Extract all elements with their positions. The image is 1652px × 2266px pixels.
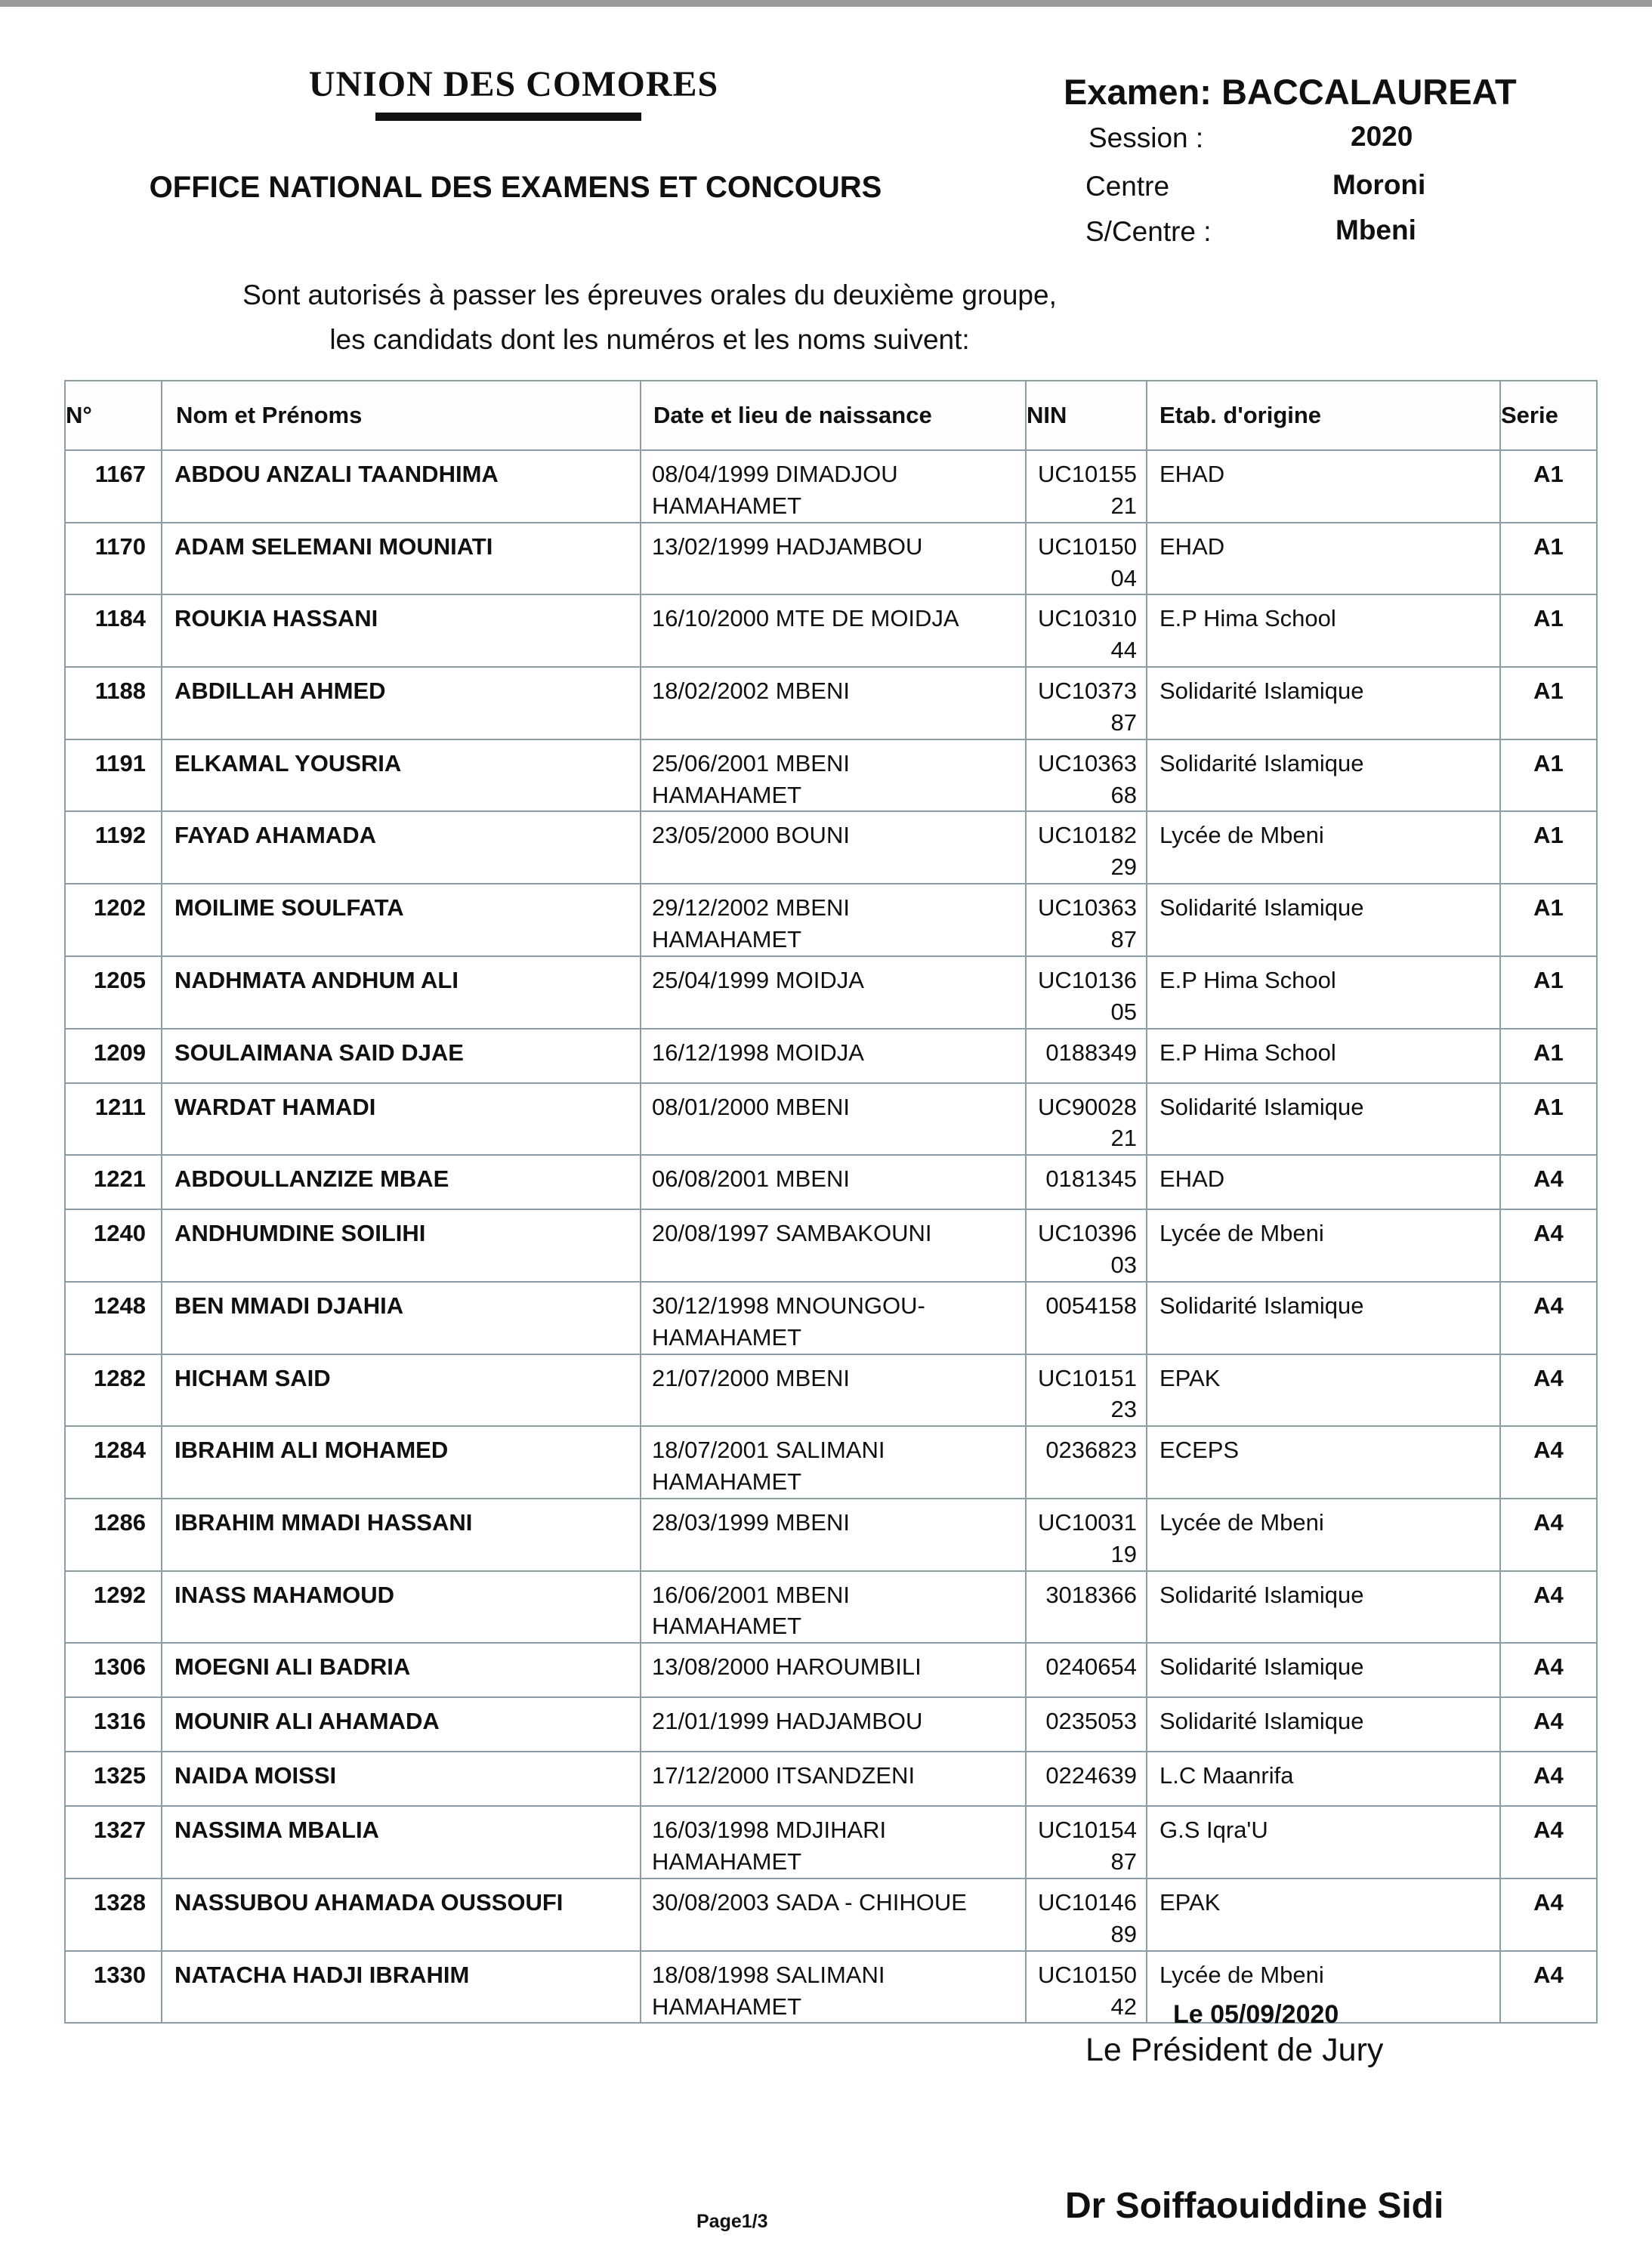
candidate-name: MOILIME SOULFATA xyxy=(162,884,641,956)
column-header-serie: Serie xyxy=(1500,381,1597,450)
table-row xyxy=(65,1029,1597,1083)
candidate-name: ELKAMAL YOUSRIA xyxy=(162,739,641,812)
candidate-number: 1240 xyxy=(65,1209,162,1282)
candidate-school: Lycée de Mbeni xyxy=(1147,1499,1500,1571)
table-row xyxy=(65,956,1597,1029)
candidate-number: 1202 xyxy=(65,884,162,956)
president-title: Le Président de Jury xyxy=(1085,2032,1384,2068)
candidate-school: Solidarité Islamique xyxy=(1147,1643,1500,1697)
table-row xyxy=(65,884,1597,956)
candidate-number: 1188 xyxy=(65,667,162,739)
candidate-nin: UC10182 29 xyxy=(1026,811,1147,884)
candidate-birth: 23/05/2000 BOUNI xyxy=(641,811,1026,884)
candidate-number: 1316 xyxy=(65,1697,162,1752)
candidate-birth: 29/12/2002 MBENI HAMAHAMET xyxy=(641,884,1026,956)
sous-centre-label: S/Centre : xyxy=(1085,216,1212,247)
candidate-nin: UC10151 23 xyxy=(1026,1354,1147,1427)
candidate-nin: UC10150 04 xyxy=(1026,523,1147,595)
candidate-school: E.P Hima School xyxy=(1147,1029,1500,1083)
table-header-row xyxy=(65,381,1597,450)
candidate-school: E.P Hima School xyxy=(1147,594,1500,667)
candidate-number: 1184 xyxy=(65,594,162,667)
session-label: Session : xyxy=(1088,122,1204,153)
column-header-numero: N° xyxy=(65,381,162,450)
authorization-statement-line1: Sont autorisés à passer les épreuves orales du deuxième groupe, xyxy=(242,279,1057,310)
candidate-serie: A4 xyxy=(1500,1879,1597,1951)
candidate-name: ROUKIA HASSANI xyxy=(162,594,641,667)
centre-label: Centre xyxy=(1085,171,1170,202)
candidate-serie: A4 xyxy=(1500,1806,1597,1879)
candidate-serie: A1 xyxy=(1500,1029,1597,1083)
column-header-nom: Nom et Prénoms xyxy=(162,381,641,450)
candidate-birth: 13/08/2000 HAROUMBILI xyxy=(641,1643,1026,1697)
candidate-nin: UC10150 42 xyxy=(1026,1951,1147,2024)
org-title-underline xyxy=(375,113,641,121)
table-row xyxy=(65,523,1597,595)
candidate-school: Solidarité Islamique xyxy=(1147,1282,1500,1354)
candidate-serie: A4 xyxy=(1500,1426,1597,1499)
candidate-serie: A1 xyxy=(1500,884,1597,956)
candidate-number: 1167 xyxy=(65,450,162,523)
table-row xyxy=(65,1571,1597,1644)
candidate-birth: 16/10/2000 MTE DE MOIDJA xyxy=(641,594,1026,667)
candidate-number: 1205 xyxy=(65,956,162,1029)
candidate-nin: 3018366 xyxy=(1026,1571,1147,1644)
candidate-name: MOUNIR ALI AHAMADA xyxy=(162,1697,641,1752)
candidate-serie: A1 xyxy=(1500,739,1597,812)
candidate-name: NATACHA HADJI IBRAHIM xyxy=(162,1951,641,2024)
candidate-birth: 18/08/1998 SALIMANI HAMAHAMET xyxy=(641,1951,1026,2024)
candidate-nin: UC10031 19 xyxy=(1026,1499,1147,1571)
candidate-birth: 18/07/2001 SALIMANI HAMAHAMET xyxy=(641,1426,1026,1499)
candidate-name: INASS MAHAMOUD xyxy=(162,1571,641,1644)
candidate-name: NASSIMA MBALIA xyxy=(162,1806,641,1879)
authorization-statement-line2: les candidats dont les numéros et les noms suivent: xyxy=(329,324,970,355)
candidate-name: FAYAD AHAMADA xyxy=(162,811,641,884)
candidate-nin: 0240654 xyxy=(1026,1643,1147,1697)
candidate-birth: 17/12/2000 ITSANDZENI xyxy=(641,1752,1026,1806)
candidate-number: 1211 xyxy=(65,1083,162,1156)
candidate-number: 1221 xyxy=(65,1155,162,1209)
candidate-name: ABDILLAH AHMED xyxy=(162,667,641,739)
table-row xyxy=(65,1282,1597,1354)
page-indicator: Page1/3 xyxy=(696,2211,768,2232)
candidate-name: ABDOU ANZALI TAANDHIMA xyxy=(162,450,641,523)
candidate-serie: A1 xyxy=(1500,956,1597,1029)
president-name: Dr Soiffaouiddine Sidi xyxy=(1065,2186,1444,2226)
candidate-name: HICHAM SAID xyxy=(162,1354,641,1427)
candidate-name: ADAM SELEMANI MOUNIATI xyxy=(162,523,641,595)
candidate-serie: A1 xyxy=(1500,667,1597,739)
candidate-birth: 28/03/1999 MBENI xyxy=(641,1499,1026,1571)
candidate-birth: 30/12/1998 MNOUNGOU-HAMAHAMET xyxy=(641,1282,1026,1354)
candidate-school: EPAK xyxy=(1147,1354,1500,1427)
candidate-number: 1284 xyxy=(65,1426,162,1499)
candidate-nin: 0181345 xyxy=(1026,1155,1147,1209)
candidate-school: E.P Hima School xyxy=(1147,956,1500,1029)
candidate-school: Solidarité Islamique xyxy=(1147,1697,1500,1752)
column-header-etablissement: Etab. d'origine xyxy=(1147,381,1500,450)
candidate-serie: A4 xyxy=(1500,1354,1597,1427)
candidate-number: 1286 xyxy=(65,1499,162,1571)
candidate-school: G.S Iqra'U xyxy=(1147,1806,1500,1879)
table-row xyxy=(65,811,1597,884)
candidate-nin: UC10363 68 xyxy=(1026,739,1147,812)
candidate-birth: 21/01/1999 HADJAMBOU xyxy=(641,1697,1026,1752)
table-row xyxy=(65,739,1597,812)
candidate-nin: 0236823 xyxy=(1026,1426,1147,1499)
table-row xyxy=(65,1354,1597,1427)
column-header-naissance: Date et lieu de naissance xyxy=(641,381,1026,450)
candidate-school: Solidarité Islamique xyxy=(1147,884,1500,956)
org-subtitle: OFFICE NATIONAL DES EXAMENS ET CONCOURS xyxy=(149,171,882,204)
candidate-school: Solidarité Islamique xyxy=(1147,739,1500,812)
candidate-number: 1330 xyxy=(65,1951,162,2024)
candidate-number: 1248 xyxy=(65,1282,162,1354)
candidate-serie: A4 xyxy=(1500,1499,1597,1571)
table-row xyxy=(65,1426,1597,1499)
candidate-serie: A4 xyxy=(1500,1752,1597,1806)
candidate-name: IBRAHIM MMADI HASSANI xyxy=(162,1499,641,1571)
candidate-number: 1306 xyxy=(65,1643,162,1697)
candidate-serie: A4 xyxy=(1500,1951,1597,2024)
scan-top-edge xyxy=(0,0,1652,7)
candidate-name: NADHMATA ANDHUM ALI xyxy=(162,956,641,1029)
candidate-nin: 0224639 xyxy=(1026,1752,1147,1806)
candidate-name: NAIDA MOISSI xyxy=(162,1752,641,1806)
authorization-statement xyxy=(72,281,1227,353)
candidate-serie: A1 xyxy=(1500,450,1597,523)
candidate-serie: A4 xyxy=(1500,1282,1597,1354)
candidate-birth: 18/02/2002 MBENI xyxy=(641,667,1026,739)
table-row xyxy=(65,450,1597,523)
table-row xyxy=(65,1083,1597,1156)
candidate-school: L.C Maanrifa xyxy=(1147,1752,1500,1806)
candidate-number: 1282 xyxy=(65,1354,162,1427)
candidate-nin: UC10136 05 xyxy=(1026,956,1147,1029)
candidate-school: EPAK xyxy=(1147,1879,1500,1951)
candidate-birth: 21/07/2000 MBENI xyxy=(641,1354,1026,1427)
table-row xyxy=(65,1697,1597,1752)
table-row xyxy=(65,1643,1597,1697)
candidate-number: 1327 xyxy=(65,1806,162,1879)
candidate-serie: A4 xyxy=(1500,1697,1597,1752)
candidate-school: EHAD xyxy=(1147,523,1500,595)
candidate-nin: 0235053 xyxy=(1026,1697,1147,1752)
candidate-nin: UC10373 87 xyxy=(1026,667,1147,739)
candidate-serie: A1 xyxy=(1500,1083,1597,1156)
candidate-birth: 16/03/1998 MDJIHARI HAMAHAMET xyxy=(641,1806,1026,1879)
candidate-serie: A1 xyxy=(1500,523,1597,595)
candidate-serie: A4 xyxy=(1500,1209,1597,1282)
candidates-table xyxy=(64,380,1598,2024)
candidate-school: EHAD xyxy=(1147,450,1500,523)
candidate-serie: A4 xyxy=(1500,1571,1597,1644)
exam-title: Examen: BACCALAUREAT xyxy=(1064,72,1517,112)
candidate-birth: 13/02/1999 HADJAMBOU xyxy=(641,523,1026,595)
candidate-nin: UC10154 87 xyxy=(1026,1806,1147,1879)
candidate-birth: 08/01/2000 MBENI xyxy=(641,1083,1026,1156)
candidate-nin: UC10363 87 xyxy=(1026,884,1147,956)
table-row xyxy=(65,1752,1597,1806)
candidate-number: 1292 xyxy=(65,1571,162,1644)
candidate-nin: UC10155 21 xyxy=(1026,450,1147,523)
table-row xyxy=(65,1951,1597,2024)
issue-date: Le 05/09/2020 xyxy=(1173,2000,1339,2029)
candidate-nin: 0188349 xyxy=(1026,1029,1147,1083)
table-row xyxy=(65,594,1597,667)
candidate-name: ABDOULLANZIZE MBAE xyxy=(162,1155,641,1209)
table-row xyxy=(65,1499,1597,1571)
candidate-name: SOULAIMANA SAID DJAE xyxy=(162,1029,641,1083)
candidate-school: Lycée de Mbeni xyxy=(1147,1209,1500,1282)
candidate-serie: A4 xyxy=(1500,1155,1597,1209)
candidate-serie: A4 xyxy=(1500,1643,1597,1697)
sous-centre-value: Mbeni xyxy=(1335,215,1416,245)
candidate-birth: 08/04/1999 DIMADJOU HAMAHAMET xyxy=(641,450,1026,523)
table-row xyxy=(65,1879,1597,1951)
candidate-name: IBRAHIM ALI MOHAMED xyxy=(162,1426,641,1499)
candidate-birth: 30/08/2003 SADA - CHIHOUE xyxy=(641,1879,1026,1951)
column-header-nin: NIN xyxy=(1026,381,1147,450)
candidate-nin: UC90028 21 xyxy=(1026,1083,1147,1156)
centre-value: Moroni xyxy=(1332,169,1426,200)
table-row xyxy=(65,1806,1597,1879)
candidate-school: Lycée de Mbeni xyxy=(1147,811,1500,884)
candidate-number: 1209 xyxy=(65,1029,162,1083)
candidate-birth: 25/06/2001 MBENI HAMAHAMET xyxy=(641,739,1026,812)
candidate-number: 1192 xyxy=(65,811,162,884)
candidate-name: MOEGNI ALI BADRIA xyxy=(162,1643,641,1697)
org-title: UNION DES COMORES xyxy=(308,64,719,104)
candidate-number: 1191 xyxy=(65,739,162,812)
candidate-serie: A1 xyxy=(1500,594,1597,667)
table-row xyxy=(65,1209,1597,1282)
candidate-birth: 16/06/2001 MBENI HAMAHAMET xyxy=(641,1571,1026,1644)
candidate-birth: 06/08/2001 MBENI xyxy=(641,1155,1026,1209)
candidate-school: EHAD xyxy=(1147,1155,1500,1209)
candidate-school: Solidarité Islamique xyxy=(1147,1571,1500,1644)
candidate-number: 1170 xyxy=(65,523,162,595)
candidate-birth: 25/04/1999 MOIDJA xyxy=(641,956,1026,1029)
candidate-school: Solidarité Islamique xyxy=(1147,667,1500,739)
candidate-birth: 20/08/1997 SAMBAKOUNI xyxy=(641,1209,1026,1282)
candidate-serie: A1 xyxy=(1500,811,1597,884)
candidate-name: ANDHUMDINE SOILIHI xyxy=(162,1209,641,1282)
session-value: 2020 xyxy=(1351,121,1413,152)
candidate-school: Lycée de Mbeni xyxy=(1147,1951,1500,2024)
candidate-name: NASSUBOU AHAMADA OUSSOUFI xyxy=(162,1879,641,1951)
candidate-number: 1328 xyxy=(65,1879,162,1951)
candidate-school: Solidarité Islamique xyxy=(1147,1083,1500,1156)
candidate-birth: 16/12/1998 MOIDJA xyxy=(641,1029,1026,1083)
candidate-school: ECEPS xyxy=(1147,1426,1500,1499)
candidate-nin: UC10146 89 xyxy=(1026,1879,1147,1951)
candidate-nin: UC10310 44 xyxy=(1026,594,1147,667)
table-row xyxy=(65,667,1597,739)
table-row xyxy=(65,1155,1597,1209)
candidate-nin: UC10396 03 xyxy=(1026,1209,1147,1282)
candidate-nin: 0054158 xyxy=(1026,1282,1147,1354)
candidate-number: 1325 xyxy=(65,1752,162,1806)
candidate-name: BEN MMADI DJAHIA xyxy=(162,1282,641,1354)
candidate-name: WARDAT HAMADI xyxy=(162,1083,641,1156)
